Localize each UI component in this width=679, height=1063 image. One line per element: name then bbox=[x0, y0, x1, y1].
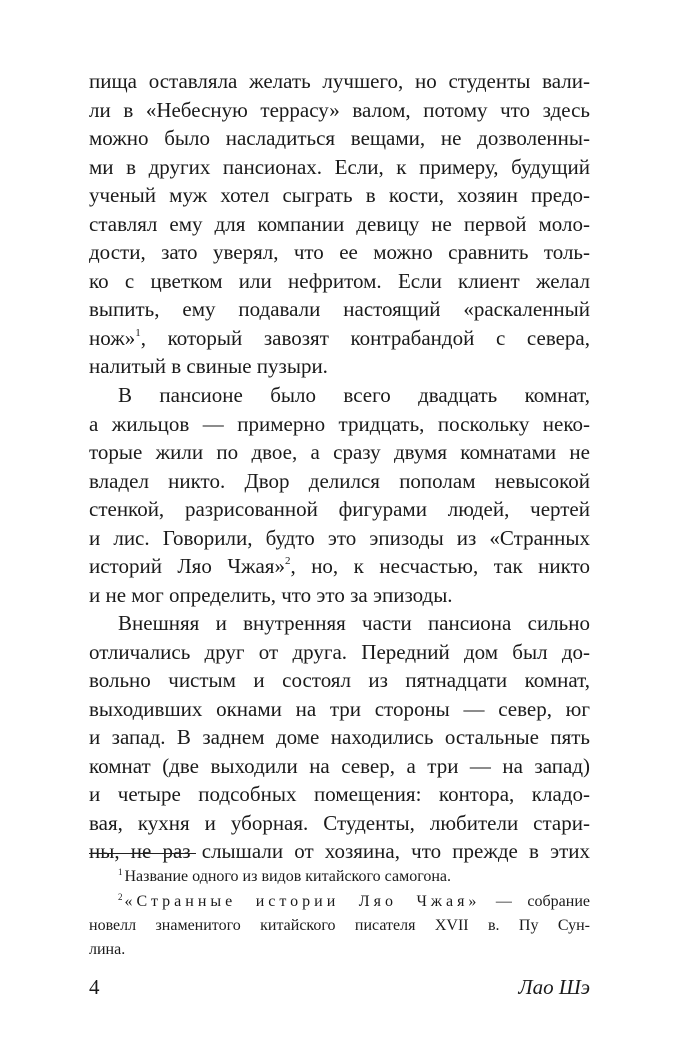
text-line: Внешняя и внутренняя части пансиона сильно bbox=[118, 611, 590, 635]
text-fragment: нож» bbox=[89, 326, 136, 350]
footnote-marker: 2 bbox=[118, 892, 123, 902]
text-line: можно было насладиться вещами, не дозволенны- bbox=[89, 126, 590, 150]
text-line: пища оставляла желать лучшего, но студенты вали- bbox=[89, 69, 590, 93]
running-title: Лао Шэ bbox=[518, 975, 590, 999]
text-line: владел никто. Двор делился пополам невысокой bbox=[89, 469, 590, 493]
text-line: а жильцов — примерно тридцать, поскольку неко- bbox=[89, 412, 590, 436]
text-line: ученый муж хотел сыграть в кости, хозяин предо- bbox=[89, 183, 590, 207]
footnote-2-line: новелл знаменитого китайского писателя XVII в. Пу Сун- bbox=[89, 917, 590, 934]
footnote-text: Название одного из видов китайского самогона. bbox=[124, 868, 452, 885]
footnote-marker: 1 bbox=[118, 867, 123, 877]
text-line: комнат (две выходили на север, а три — на запад) bbox=[89, 754, 590, 778]
text-line: отличались друг от друга. Передний дом был до- bbox=[89, 640, 590, 664]
footnote-2 bbox=[118, 890, 590, 914]
text-line: выходивших окнами на три стороны — север, юг bbox=[89, 697, 590, 721]
text-line: налитый в свиные пузыри. bbox=[89, 354, 328, 378]
footnote-2-line: лина. bbox=[89, 941, 126, 958]
text-line: дости, зато уверял, что ее можно сравнить толь- bbox=[89, 240, 590, 264]
footnote-ref-1[interactable]: 1 bbox=[135, 327, 141, 339]
text-line: ставлял ему для компании девицу не первой моло- bbox=[89, 212, 590, 236]
text-line: и четыре подсобных помещения: контора, кладо- bbox=[89, 782, 590, 806]
text-line: стенкой, разрисованной фигурами людей, чертей bbox=[89, 497, 590, 521]
footnote-1 bbox=[118, 865, 590, 889]
text-line: ли в «Небесную террасу» валом, потому что здесь bbox=[89, 98, 590, 122]
page-number: 4 bbox=[89, 975, 100, 999]
text-line: ко с цветком или нефритом. Если клиент желал bbox=[89, 269, 590, 293]
text-line: торые жили по двое, а сразу двумя комнатами не bbox=[89, 440, 590, 464]
text-line: ми в других пансионах. Если, к примеру, будущий bbox=[89, 155, 590, 179]
text-line: вая, кухня и уборная. Студенты, любители стари- bbox=[89, 811, 590, 835]
footnote-text: — собрание bbox=[480, 893, 590, 910]
footnote-divider bbox=[89, 853, 196, 854]
text-line: и не мог определить, что это за эпизоды. bbox=[89, 583, 453, 607]
text-line: и лис. Говорили, будто это эпизоды из «Странных bbox=[89, 526, 590, 550]
text-line: В пансионе было всего двадцать комнат, bbox=[118, 383, 590, 407]
text-line bbox=[89, 551, 590, 581]
text-fragment: , но, к несчастью, так никто bbox=[290, 554, 590, 578]
text-fragment: историй Ляо Чжая» bbox=[89, 554, 285, 578]
text-fragment: , который завозят контрабандой с севера, bbox=[140, 326, 590, 350]
text-line: и запад. В заднем доме находились остальные пять bbox=[89, 725, 590, 749]
text-line bbox=[89, 323, 590, 353]
text-line: ны, не раз слышали от хозяина, что прежде в этих bbox=[89, 839, 590, 863]
footnote-ref-2[interactable]: 2 bbox=[284, 555, 291, 567]
footnote-book-title: «Странные истории Ляо Чжая» bbox=[124, 893, 481, 910]
text-line: вольно чистым и состоял из пятнадцати комнат, bbox=[89, 668, 590, 692]
text-line: выпить, ему подавали настоящий «раскаленный bbox=[89, 297, 590, 321]
